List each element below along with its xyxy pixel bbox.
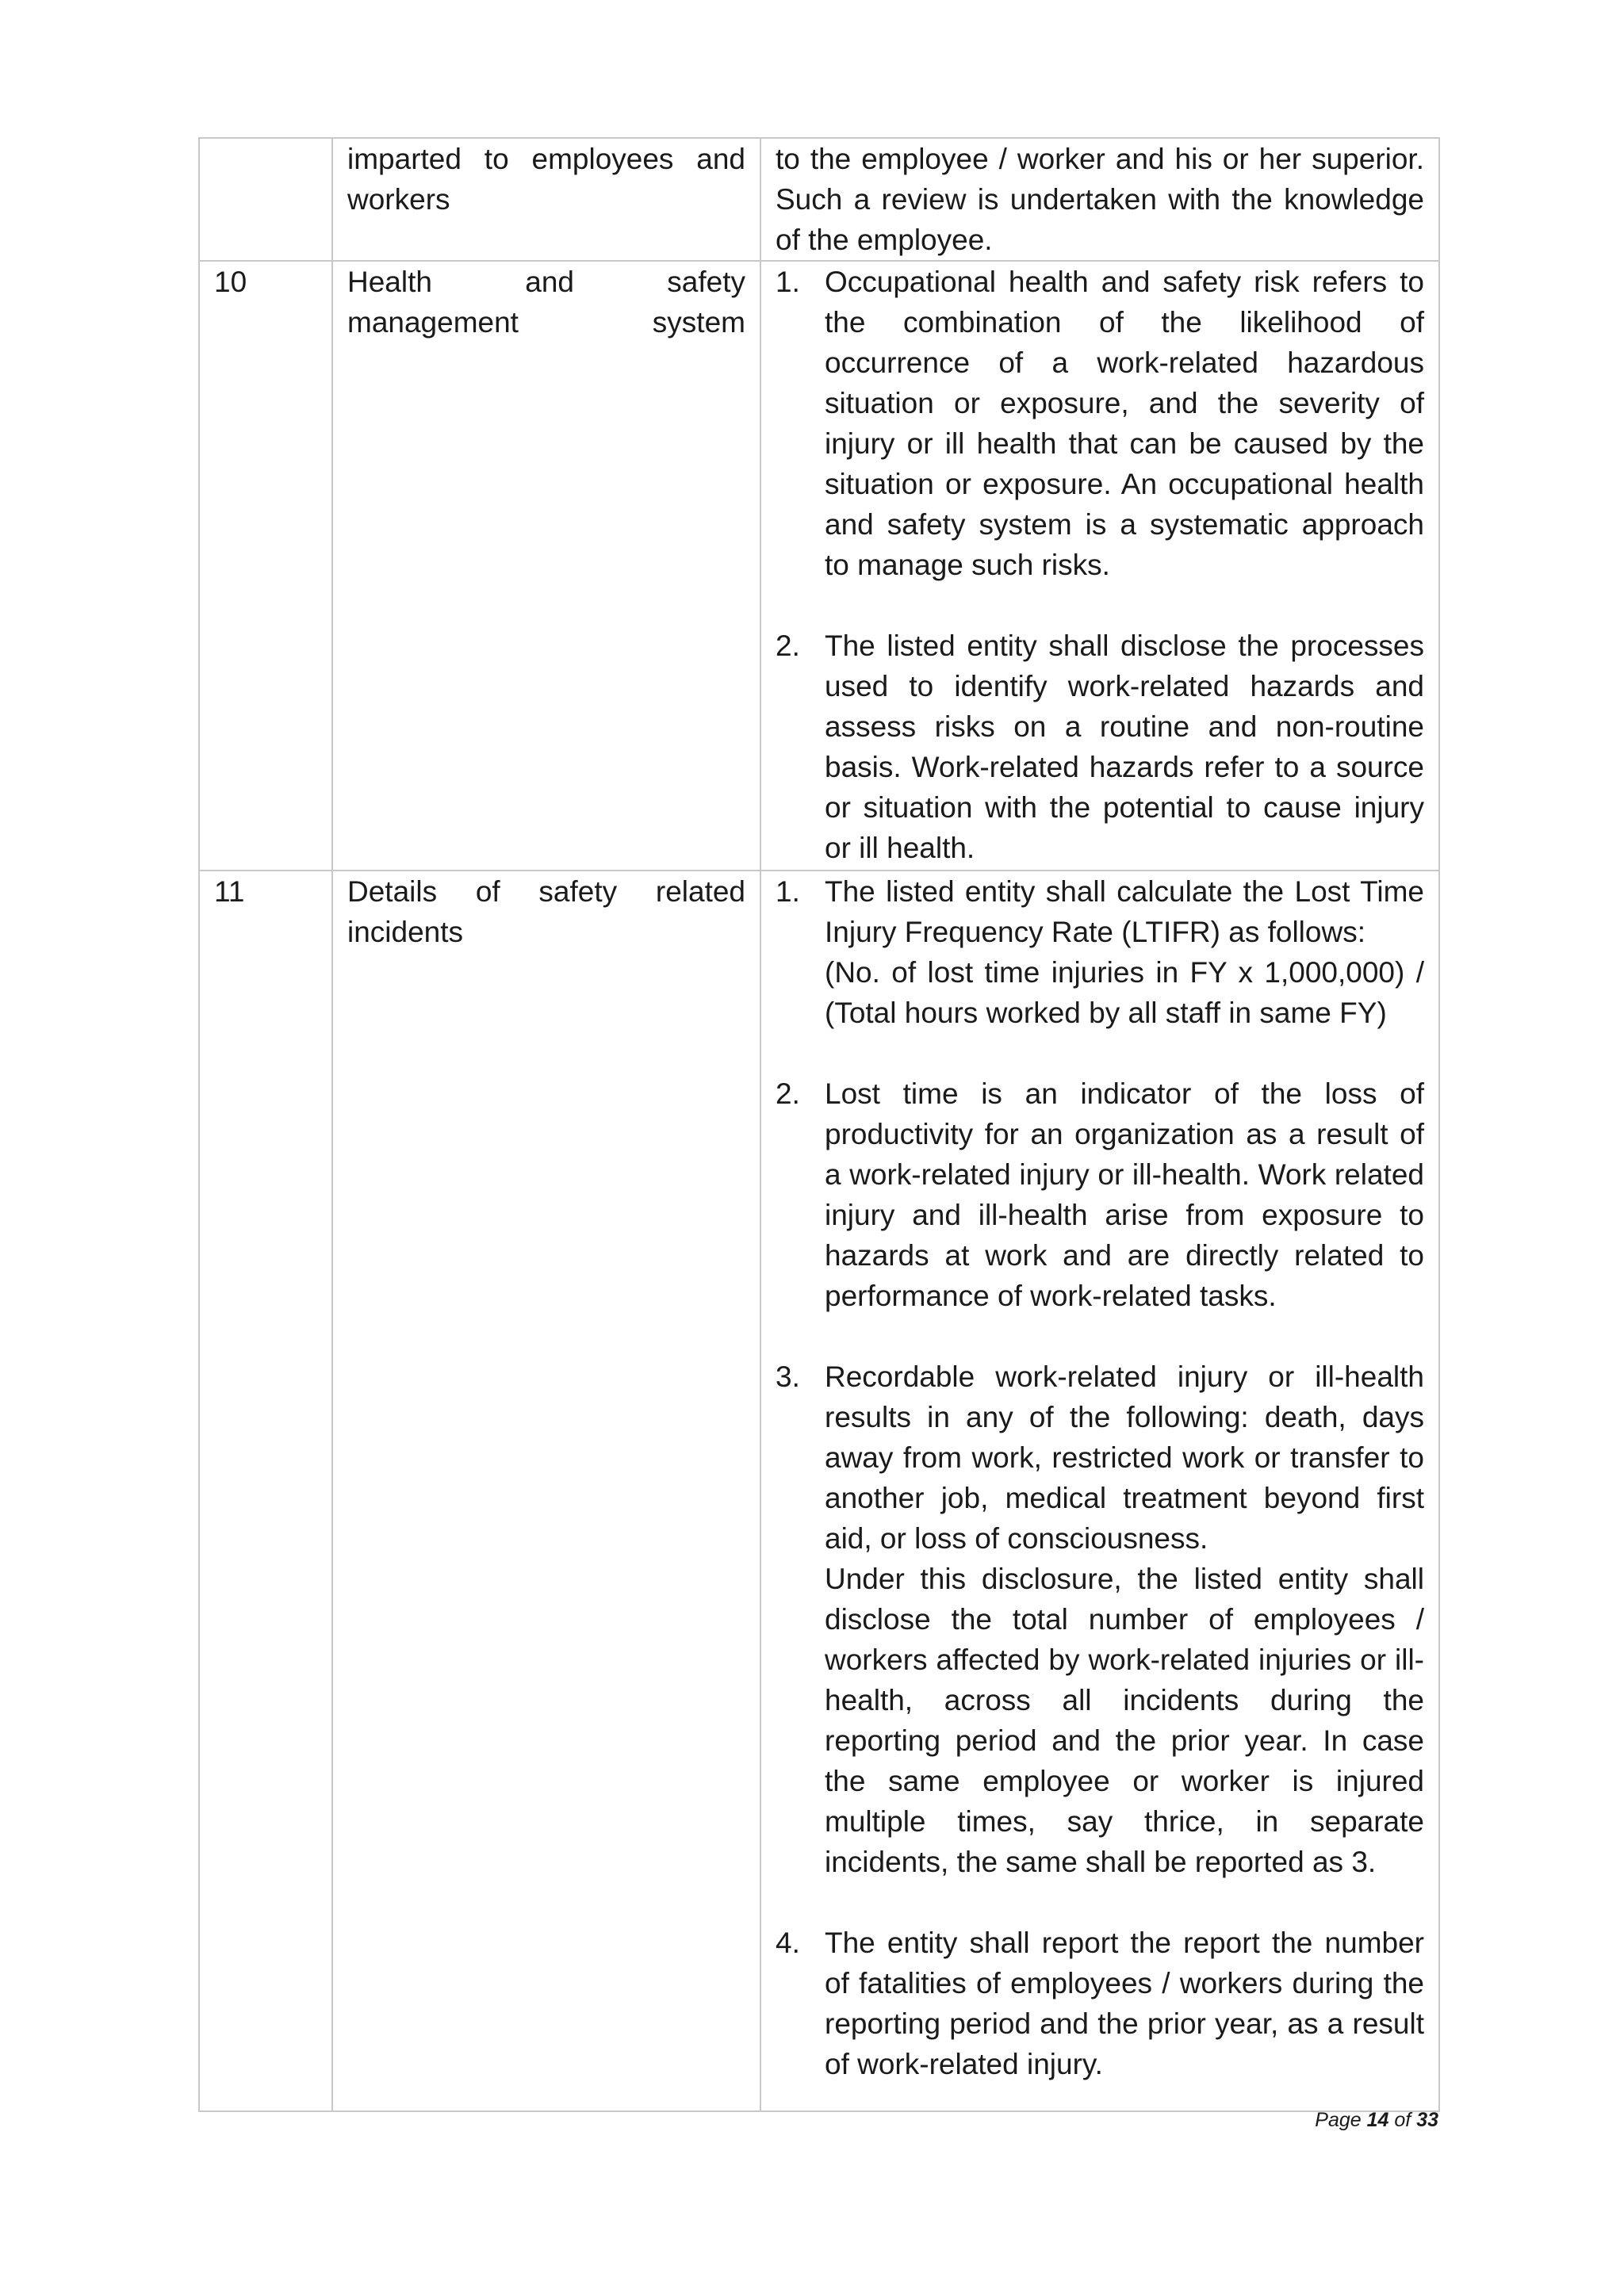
ltifr-formula: (No. of lost time injuries in FY x 1,000,000) / (Total hours worked by all staff in same FY) [825, 956, 1424, 1029]
list-item-number: 1. [776, 875, 800, 908]
list-item-text: The entity shall report the report the number of fatalities of employees / workers during the reporting period and the prior year, as a result of work-related injury. [825, 1927, 1424, 2080]
list-item-number: 4. [776, 1927, 800, 1959]
row-subject: Details of safety related incidents [332, 871, 760, 2111]
row-number [199, 138, 332, 261]
page-label: Page [1315, 2109, 1362, 2131]
list-item-text: Lost time is an indicator of the loss of productivity for an organization as a result of a work-related injury or ill-health. Work related injury and ill-health arise from exposure to hazards at work and are directly related to performance of work-related tasks. [825, 1077, 1424, 1312]
table-row [199, 871, 1439, 2111]
of-label: of [1394, 2109, 1411, 2131]
list-item [776, 871, 1424, 1033]
list-item [776, 1073, 1424, 1316]
row-guidance [760, 871, 1439, 2111]
list-item-text-line: Recordable work-related injury or ill-health results in any of the following: death, days away from work, restricted work or transfer to another job, medical treatment beyond first aid, or loss of consciousness. [825, 1360, 1424, 1555]
list-item-number: 3. [776, 1360, 800, 1393]
guidance-list [776, 262, 1424, 868]
page-footer [1315, 2109, 1438, 2132]
list-item-text [825, 1357, 1424, 1882]
list-item-text-line: The listed entity shall calculate the Lost Time Injury Frequency Rate (LTIFR) as follows: [825, 875, 1424, 948]
list-item-text-line: Under this disclosure, the listed entity shall disclose the total number of employees / workers affected by work-related injuries or ill-health, across all incidents during the reporting period and the prior year. In case the same employee or worker is injured multiple times, say thrice, in separate incidents, the same shall be reported as 3. [825, 1563, 1424, 1878]
row-guidance [760, 261, 1439, 871]
list-item [776, 1923, 1424, 2084]
list-item-text: Occupational health and safety risk refers to the combination of the likelihood of occurrence of a work-related hazardous situation or exposure, and the severity of injury or ill health that can be caused by the situation or exposure. An occupational health and safety system is a systematic approach to manage such risks. [825, 266, 1424, 581]
row-subject: imparted to employees and workers [332, 138, 760, 261]
page-number: 14 [1366, 2109, 1389, 2131]
list-item-text [825, 871, 1424, 1033]
list-item [776, 626, 1424, 868]
row-guidance: to the employee / worker and his or her superior. Such a review is undertaken with the knowledge of the employee. [760, 138, 1439, 261]
table-row [199, 138, 1439, 261]
guidance-list [776, 871, 1424, 2084]
list-item-number: 1. [776, 266, 800, 298]
list-item-number: 2. [776, 1077, 800, 1110]
list-item [776, 1357, 1424, 1882]
row-subject: Health and safety management system [332, 261, 760, 871]
row-number: 10 [199, 261, 332, 871]
row-number: 11 [199, 871, 332, 2111]
guidance-table [198, 137, 1440, 2112]
table-row [199, 261, 1439, 871]
list-item [776, 262, 1424, 585]
list-item-number: 2. [776, 629, 800, 662]
total-pages: 33 [1416, 2109, 1438, 2131]
list-item-text: The listed entity shall disclose the processes used to identify work-related hazards and assess risks on a routine and non-routine basis. Work-related hazards refer to a source or situation with the potential to cause injury or ill health. [825, 629, 1424, 864]
